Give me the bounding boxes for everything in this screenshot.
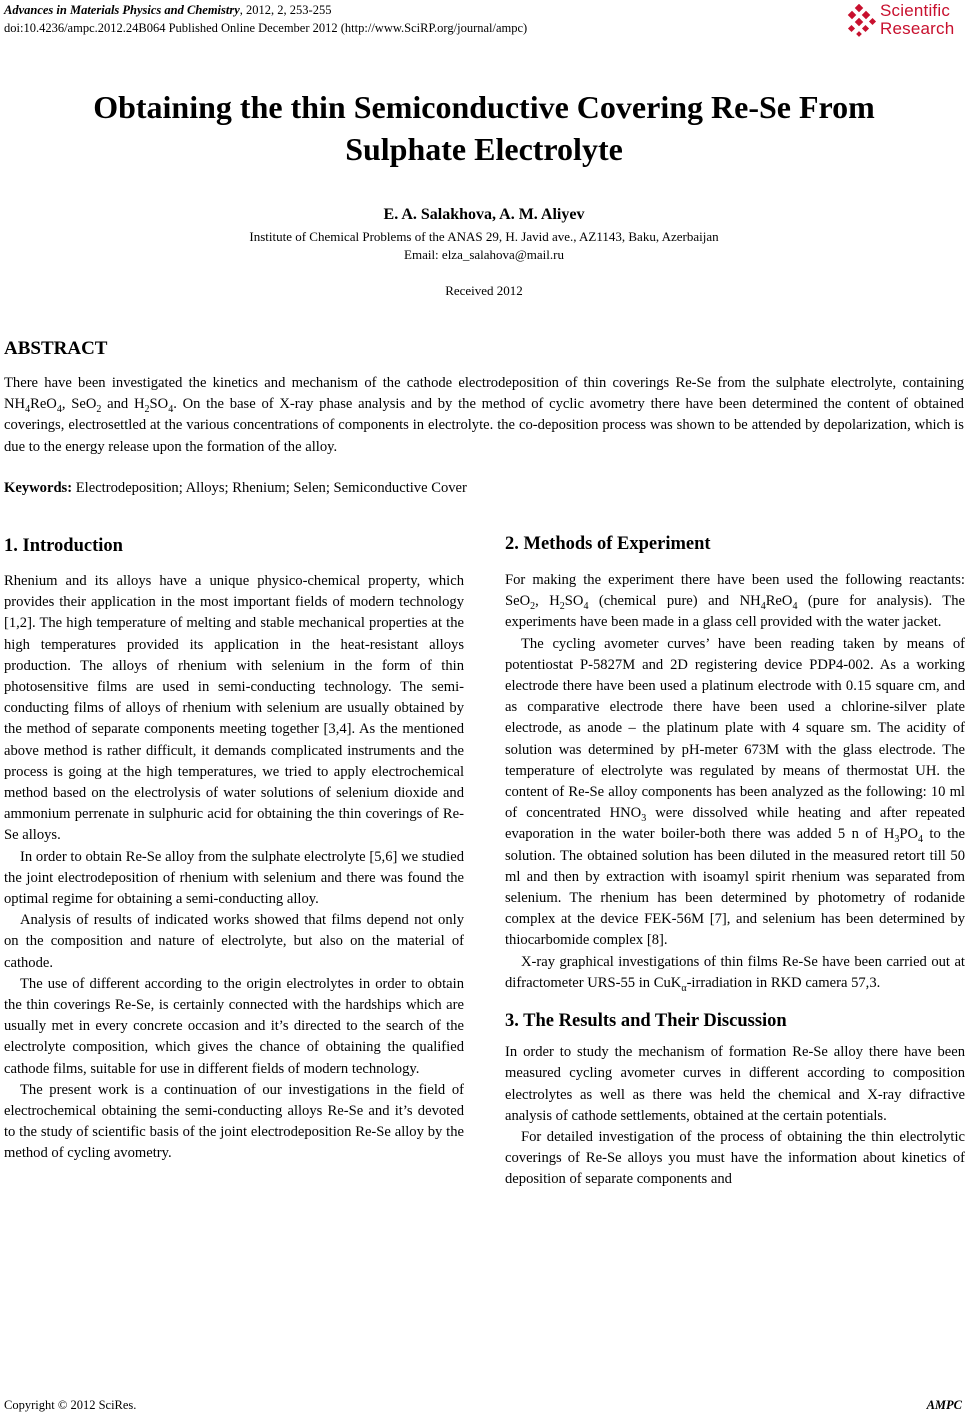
paragraph: The present work is a continuation of our investigations in the field of electrochemical obtaining the semi-conducting alloys Re-Se and it’s devoted to the study of scientific basis of the joint electrodeposition Re-Se alloy by the method of cycling avometry. [4,1081,464,1162]
section-heading-results: 3. The Results and Their Discussion [505,1011,787,1032]
paragraph: The use of different according to the origin electrolytes in order to obtain the thin coverings Re-Se, is certainly connected with the hardships which are usually met in every concrete occasion and it’s directed to the search of the electrolyte composition, which gives the chance of obtaining the qualified cathode films, suitable for use in different fields of modern technology. [4,975,464,1077]
paragraph: Rhenium and its alloys have a unique physico-chemical property, which provides their application in the most important fields of modern technology [1,2]. The high temperature of melting and stable mechanical properties at the high temperatures provided its application in the heat-resistant alloys production. The alloys of rhenium with selenium in the form of thin photosensitive films are used in semi-conducting technology. The semi-conducting films of alloys of rhenium with selenium are usually obtained by the method of separate components meeting together [3,4]. As the mentioned above method is rather difficult, it demands complicated instruments and the process is going at the high temperatures, we tried to apply electrochemical method based on the electrolysis of water solutions of selenium dioxide and ammonium perrenate in sulphuric acid for obtaining the thin coverings of Re-Se alloys. [4,573,464,844]
abstract-text: There have been investigated the kinetics and mechanism of the cathode electrodeposition of thin coverings Re-Se from the sulphate electrolyte, containing $NH_4ReO_4$, SeO$_2$ and $H_2SO_4$. On the base of X-ray phase analysis and by the method of cyclic avometry there have been determined the content of obtained coverings, electrosettled at the various concentrations of components in electrolyte. the co-deposition process was shown to be attended by depolarization, which is due to the energy release upon the formation of the alloy. [4,375,964,455]
section-heading-methods: 2. Methods of Experiment [505,534,711,554]
logo-line-2: Research [880,19,955,38]
doi-line: doi:10.4236/ampc.2012.24B064 Published Online December 2012 (http://www.SciRP.org/journal/ampc) [4,21,528,35]
introduction-body [4,571,464,1165]
paragraph: In order to obtain Re-Se alloy from the sulphate electrolyte [5,6] we studied the joint electrodeposition of rhenium with selenium and there was found the optimal regime for obtaining a semi-conducting alloy. [4,848,464,908]
paper-title: Obtaining the thin Semiconductive Covering Re-Se From Sulphate Electrolyte [93,89,875,167]
journal-citation [4,2,331,18]
abstract-heading: ABSTRACT [4,338,108,359]
paragraph: X-ray graphical investigations of thin films Re-Se have been carried out at difractometer URS-55 in CuK$_\alpha$-irradiation in RKD camera 57,3. [505,953,965,994]
paragraph: Analysis of results of indicated works showed that films depend not only on the composition and nature of electrolyte, but also on the material of cathode. [4,912,464,971]
received-date: Received 2012 [445,283,523,298]
keywords-label: Keywords: [4,480,73,496]
scientific-research-logo [844,2,962,42]
keywords [4,480,467,497]
paragraph: The cycling avometer curves’ have been reading taken by means of potentiostat P-5827M and 2D registering device PDP4-002. As a working electrode there have been used a platinum electrode with 0.15 square cm, and as comparative electrode there have been used a chlorine-silver plate electrode, as anode – the platinum plate with 4 square sm. The acidity of solution was determined by pH-meter 673M with the glass electrode. The temperature of electrolyte was regulated by means of thermostat UH. the content of Re-Se alloy components has been analyzed as the following: 10 ml of concentrated $HNO_3$ were dissolved while heating and after repeated evaporation in the water boiler-both there was added 5 n of $H_3PO_4$ to the solution. The obtained solution has been diluted in the measured retort till 50 ml and then by extraction with isoamyl spirit rhenium was separated from selenium. The rhenium has been determined by photometry of rodanide complex at the device FEK-56M [7], and selenium has been determined by thiocarbomide complex [8]. [505,635,965,949]
email: Email: elza_salahova@mail.ru [404,247,564,262]
logo-icon [844,4,878,38]
volume-info: , 2012, 2, 253-255 [239,3,332,17]
paragraph: In order to study the mechanism of formation Re-Se alloy there have been measured cycling avometer curves in different according to composition electrolytes as well as there was held the chemical and X-ray difractive analysis of cathode settlements, obtained at the certain potentials. [505,1044,965,1124]
affiliation-block [0,228,968,264]
methods-body [505,570,965,1191]
journal-name: Advances in Materials Physics and Chemistry [4,3,240,17]
paragraph: For detailed investigation of the process of obtaining the thin electrolytic coverings of Re-Se alloys you must have the information about kinetics of deposition of separate components and [505,1129,965,1188]
authors: E. A. Salakhova, A. M. Aliyev [383,206,585,223]
paragraph: For making the experiment there have been used the following reactants: SeO$_2$, $H_2SO_4$ (chemical pure) and $NH_4ReO_4$ (pure for analysis). The experiments have been made in a glass cell provided with the water jacket. [505,572,965,631]
copyright: Copyright © 2012 SciRes. [4,1398,137,1412]
keywords-text: Electrodeposition; Alloys; Rhenium; Selen; Semiconductive Cover [72,480,467,496]
section-heading-introduction: 1. Introduction [4,536,123,556]
logo-line-1: Scientific [880,1,951,20]
affiliation: Institute of Chemical Problems of the ANAS 29, H. Javid ave., AZ1143, Baku, Azerbaijan [249,229,719,244]
journal-abbreviation: AMPC [926,1398,962,1412]
